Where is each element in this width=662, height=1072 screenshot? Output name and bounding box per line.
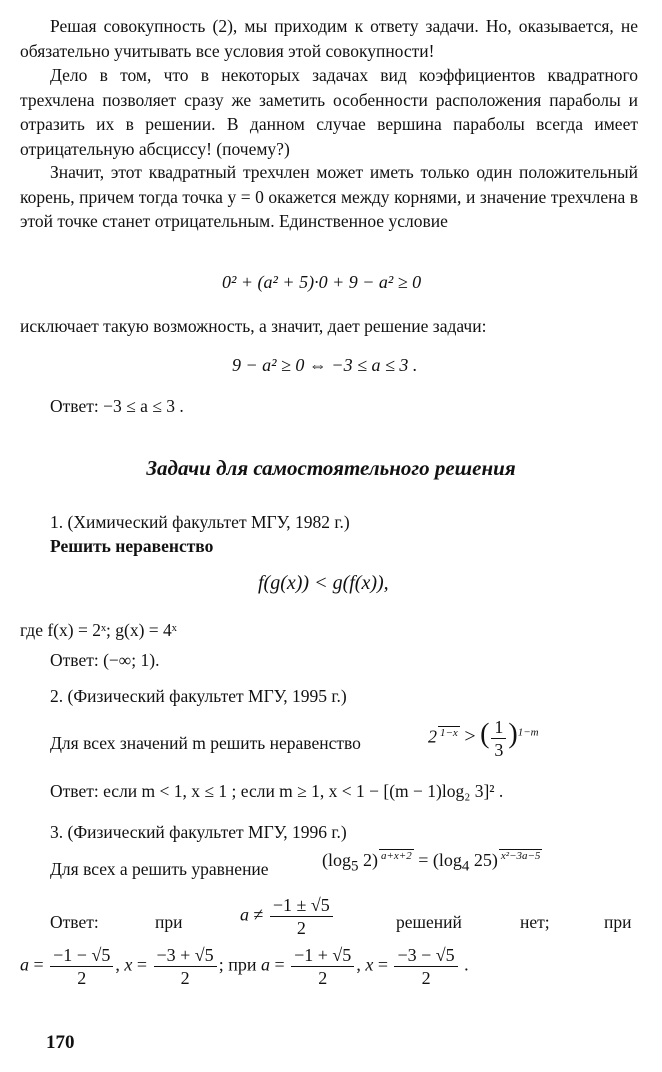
problem-2-inequality: 2 $^{1-x}$ > ( $\frac{1}{3}$ )$^{1-m}$ bbox=[428, 717, 539, 760]
problem-1-formula: f(g(x)) < g(f(x)), bbox=[258, 572, 389, 594]
formula-condition: 0² + (a² + 5)·0 + 9 − a² ≥ 0 bbox=[222, 272, 422, 292]
problem-1-where: где f(x) = 2ˣ; g(x) = 4ˣ bbox=[20, 620, 177, 640]
problem-1-task: Решить неравенство bbox=[50, 536, 214, 556]
page-number: 170 bbox=[46, 1032, 75, 1053]
problem-3-equation: ($\log_5$ 2) $^{a+x+2} = (\log_4$ 25) $^{x^2-3a-5}$ bbox=[322, 850, 541, 875]
section-heading: Задачи для самостоятельного решения bbox=[146, 456, 516, 480]
problem-3-task: Для всех a решить уравнение bbox=[50, 859, 269, 879]
problem-3-when: при bbox=[155, 912, 183, 932]
problem-3-answer-label: Ответ: bbox=[50, 912, 99, 932]
problem-3-when-2: при bbox=[604, 912, 632, 932]
problem-2-title: 2. (Физический факультет МГУ, 1995 г.) bbox=[50, 686, 347, 706]
problem-2-answer: Ответ: если m < 1, x ≤ 1 ; если m ≥ 1, x < 1 − [(m − 1)log₂ 3]² . bbox=[50, 781, 504, 801]
problem-3-solutions: a = $\frac{-1 - √5}{2}$ , x = $\frac{-3 + √5}{2}$ ; при a = $\frac{-1 + √5}{2}$ , x = $\frac{-3 - √5}{2}$ . bbox=[20, 945, 469, 988]
problem-3-title: 3. (Физический факультет МГУ, 1996 г.) bbox=[50, 822, 347, 842]
paragraph-roots: Значит, этот квадратный трехчлен может иметь только один положительный корень, причем тогда точка y = 0 окажется между корнями, и значение трехчлена в этой точке станет отрицательным. Единственное условие bbox=[20, 162, 638, 231]
answer-main: Ответ: −3 ≤ a ≤ 3 . bbox=[50, 396, 184, 416]
paragraph-intro: Решая совокупность (2), мы приходим к ответу задачи. Но, оказывается, не обязательно учитывать все условия этой совокупности! bbox=[20, 16, 638, 61]
problem-3-when-3: ; при bbox=[218, 954, 257, 975]
problem-3-no-solutions: решений bbox=[396, 912, 462, 932]
problem-1-title: 1. (Химический факультет МГУ, 1982 г.) bbox=[50, 512, 350, 532]
paragraph-vertex: Дело в том, что в некоторых задачах вид коэффициентов квадратного трехчлена позволяет сразу же заметить особенности расположения параболы и отразить их в решении. В данном случае вершина параболы всегда имеет отрицательную абсциссу! (почему?) bbox=[20, 65, 638, 159]
formula-solution: 9 − a² ≥ 0 ⇔ −3 ≤ a ≤ 3 . bbox=[232, 355, 418, 375]
problem-3-none: нет; bbox=[520, 912, 550, 932]
problem-2-task: Для всех значений m решить неравенство bbox=[50, 733, 361, 753]
problem-1-answer: Ответ: (−∞; 1). bbox=[50, 650, 160, 670]
paragraph-conclusion: исключает такую возможность, а значит, дает решение задачи: bbox=[20, 316, 487, 336]
problem-3-condition: a ≠ $\frac{-1 \pm √5}{2}$ bbox=[240, 894, 335, 939]
